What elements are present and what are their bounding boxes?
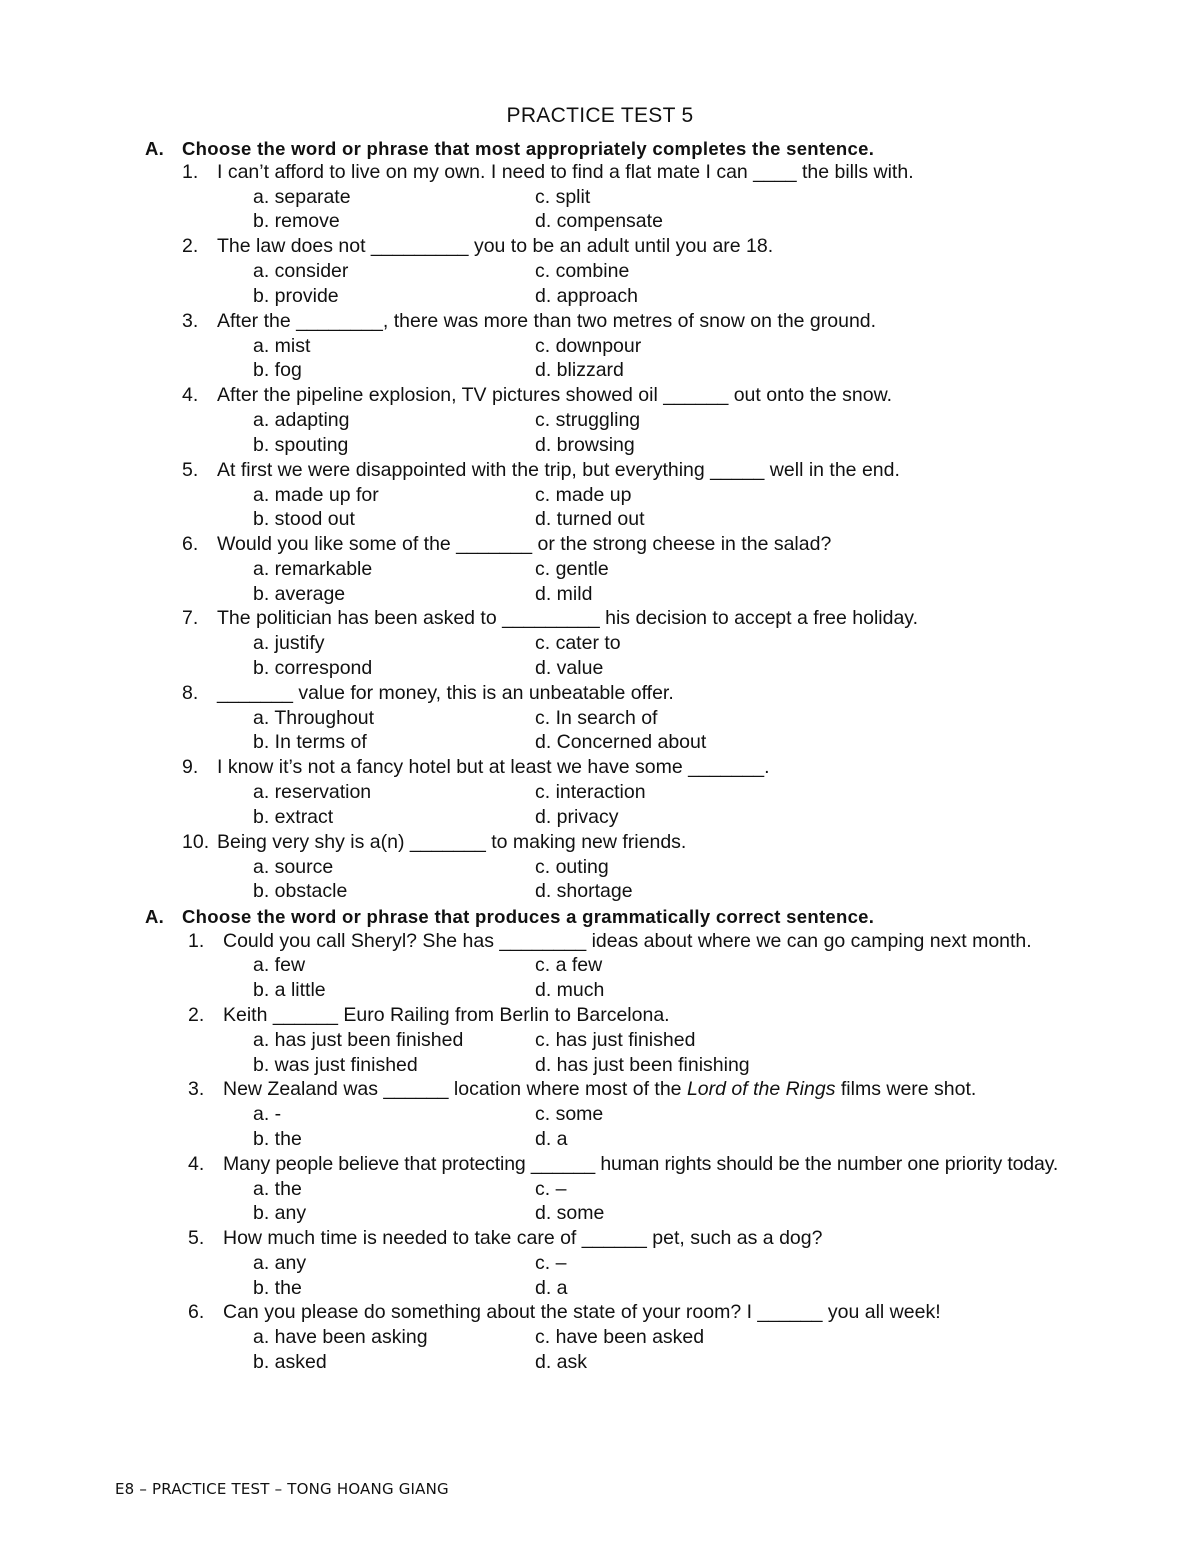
option-b: b. obstacle (253, 880, 348, 902)
section-instruction: Choose the word or phrase that most appropriately completes the sentence. (182, 138, 875, 159)
section-heading (145, 136, 874, 161)
option-row (0, 408, 1200, 433)
question-number: 4. (188, 1153, 205, 1175)
section-instruction: Choose the word or phrase that produces a grammatically correct sentence. (182, 906, 875, 927)
question-text: Many people believe that protecting ______ human rights should be the number one priority today. (223, 1153, 1059, 1175)
option-row (0, 953, 1200, 978)
option-b: b. asked (253, 1351, 327, 1373)
option-d: d. a (535, 1277, 568, 1299)
option-row (0, 1127, 1200, 1152)
question-number: 5. (188, 1227, 205, 1249)
section-letter: A. (145, 138, 165, 159)
question (0, 1226, 1200, 1251)
option-a: a. few (253, 954, 306, 976)
page-footer: E8 – PRACTICE TEST – TONG HOANG GIANG (115, 1480, 449, 1498)
question-text: Can you please do something about the state of your room? I ______ you all week! (223, 1301, 941, 1323)
option-d: d. some (535, 1202, 605, 1224)
option-c: c. have been asked (535, 1326, 705, 1348)
question-text-part: films were shot. (835, 1078, 977, 1100)
option-b: b. was just finished (253, 1054, 418, 1076)
option-row (0, 1350, 1200, 1375)
question-text: How much time is needed to take care of ______ pet, such as a dog? (223, 1227, 823, 1249)
option-d: d. compensate (535, 210, 663, 232)
option-row (0, 557, 1200, 582)
option-row (0, 1028, 1200, 1053)
option-d: d. a (535, 1128, 568, 1150)
option-a: a. Throughout (253, 707, 375, 729)
option-a: a. have been asking (253, 1326, 428, 1348)
option-d: d. mild (535, 583, 593, 605)
question-text-part: New Zealand was ______ location where most of the (223, 1078, 687, 1100)
option-row (0, 1251, 1200, 1276)
question (0, 234, 1200, 259)
option-row (0, 334, 1200, 359)
question-number: 6. (188, 1301, 205, 1323)
question (0, 383, 1200, 408)
option-b: b. a little (253, 979, 326, 1001)
question-number: 3. (182, 310, 199, 332)
option-row (0, 978, 1200, 1003)
option-row (0, 1325, 1200, 1350)
option-row (0, 855, 1200, 880)
option-row (0, 1102, 1200, 1127)
option-b: b. spouting (253, 434, 349, 456)
option-row (0, 879, 1200, 904)
question-text: Being very shy is a(n) _______ to making new friends. (217, 831, 687, 853)
option-b: b. remove (253, 210, 340, 232)
question-number: 2. (188, 1004, 205, 1026)
option-c: c. some (535, 1103, 604, 1125)
option-row (0, 433, 1200, 458)
option-c: c. gentle (535, 558, 609, 580)
option-row (0, 209, 1200, 234)
option-a: a. mist (253, 335, 311, 357)
option-row (0, 1276, 1200, 1301)
option-b: b. In terms of (253, 731, 367, 753)
question-text: After the ________, there was more than two metres of snow on the ground. (217, 310, 877, 332)
option-row (0, 483, 1200, 508)
question-text (223, 1077, 976, 1102)
option-row (0, 780, 1200, 805)
question-number: 10. (182, 831, 210, 853)
option-row (0, 507, 1200, 532)
option-a: a. consider (253, 260, 349, 282)
option-row (0, 805, 1200, 830)
question-text: I can’t afford to live on my own. I need to find a flat mate I can ____ the bills with. (217, 161, 914, 183)
option-d: d. approach (535, 285, 638, 307)
question-text: Keith ______ Euro Railing from Berlin to Barcelona. (223, 1004, 670, 1026)
question-text: The law does not _________ you to be an adult until you are 18. (217, 235, 774, 257)
option-b: b. extract (253, 806, 334, 828)
option-a: a. adapting (253, 409, 350, 431)
question (0, 755, 1200, 780)
option-c: c. combine (535, 260, 630, 282)
option-c: c. downpour (535, 335, 642, 357)
option-row (0, 259, 1200, 284)
option-c: c. – (535, 1178, 567, 1200)
question-number: 1. (188, 930, 205, 952)
option-d: d. has just been finishing (535, 1054, 750, 1076)
question-text: Would you like some of the _______ or the strong cheese in the salad? (217, 533, 832, 555)
option-row (0, 284, 1200, 309)
question-number: 4. (182, 384, 199, 406)
question-number: 2. (182, 235, 199, 257)
option-c: c. outing (535, 856, 609, 878)
question-number: 3. (188, 1078, 205, 1100)
option-c: c. a few (535, 954, 603, 976)
question-text: I know it’s not a fancy hotel but at least we have some _______. (217, 756, 770, 778)
question (0, 1003, 1200, 1028)
option-row (0, 582, 1200, 607)
question-text: The politician has been asked to _________ his decision to accept a free holiday. (217, 607, 919, 629)
question (0, 1077, 1200, 1102)
option-row (0, 1177, 1200, 1202)
option-b: b. fog (253, 359, 302, 381)
option-d: d. blizzard (535, 359, 624, 381)
option-c: c. In search of (535, 707, 658, 729)
option-c: c. has just finished (535, 1029, 696, 1051)
option-d: d. Concerned about (535, 731, 707, 753)
question (0, 532, 1200, 557)
option-d: d. privacy (535, 806, 619, 828)
option-d: d. value (535, 657, 604, 679)
option-d: d. turned out (535, 508, 645, 530)
option-b: b. stood out (253, 508, 355, 530)
question-number: 8. (182, 682, 199, 704)
question-text: At first we were disappointed with the trip, but everything _____ well in the end. (217, 459, 900, 481)
page-title: PRACTICE TEST 5 (506, 104, 694, 127)
option-a: a. - (253, 1103, 282, 1125)
option-c: c. interaction (535, 781, 646, 803)
option-row (0, 706, 1200, 731)
question (0, 830, 1200, 855)
option-c: c. made up (535, 484, 632, 506)
question (0, 1152, 1200, 1177)
film-title: Lord of the Rings (686, 1078, 836, 1100)
section-letter: A. (145, 906, 165, 927)
option-c: c. cater to (535, 632, 621, 654)
question-number: 7. (182, 607, 199, 629)
option-b: b. average (253, 583, 346, 605)
question-number: 6. (182, 533, 199, 555)
question-text: After the pipeline explosion, TV pictures showed oil ______ out onto the snow. (217, 384, 892, 406)
option-b: b. the (253, 1277, 302, 1299)
question-number: 1. (182, 161, 199, 183)
question (0, 1300, 1200, 1325)
question-text: _______ value for money, this is an unbeatable offer. (217, 682, 674, 704)
option-a: a. made up for (253, 484, 379, 506)
option-a: a. any (253, 1252, 307, 1274)
option-row (0, 631, 1200, 656)
question (0, 309, 1200, 334)
option-a: a. reservation (253, 781, 372, 803)
option-row (0, 358, 1200, 383)
option-d: d. ask (535, 1351, 588, 1373)
question-text: Could you call Sheryl? She has ________ ideas about where we can go camping next month. (223, 930, 1032, 952)
question-number: 9. (182, 756, 199, 778)
option-row (0, 1053, 1200, 1078)
option-c: c. struggling (535, 409, 641, 431)
option-c: c. – (535, 1252, 567, 1274)
option-b: b. the (253, 1128, 302, 1150)
question (0, 681, 1200, 706)
option-a: a. has just been finished (253, 1029, 464, 1051)
question (0, 606, 1200, 631)
option-row (0, 1201, 1200, 1226)
option-d: d. much (535, 979, 605, 1001)
option-a: a. remarkable (253, 558, 373, 580)
question (0, 160, 1200, 185)
option-d: d. shortage (535, 880, 633, 902)
option-row (0, 730, 1200, 755)
option-a: a. source (253, 856, 334, 878)
option-b: b. correspond (253, 657, 373, 679)
question (0, 929, 1200, 954)
question (0, 458, 1200, 483)
option-row (0, 656, 1200, 681)
option-c: c. split (535, 186, 591, 208)
option-a: a. justify (253, 632, 325, 654)
option-a: a. separate (253, 186, 351, 208)
option-d: d. browsing (535, 434, 635, 456)
option-b: b. provide (253, 285, 339, 307)
option-a: a. the (253, 1178, 302, 1200)
question-number: 5. (182, 459, 199, 481)
section-heading (145, 904, 874, 929)
option-b: b. any (253, 1202, 307, 1224)
option-row (0, 185, 1200, 210)
